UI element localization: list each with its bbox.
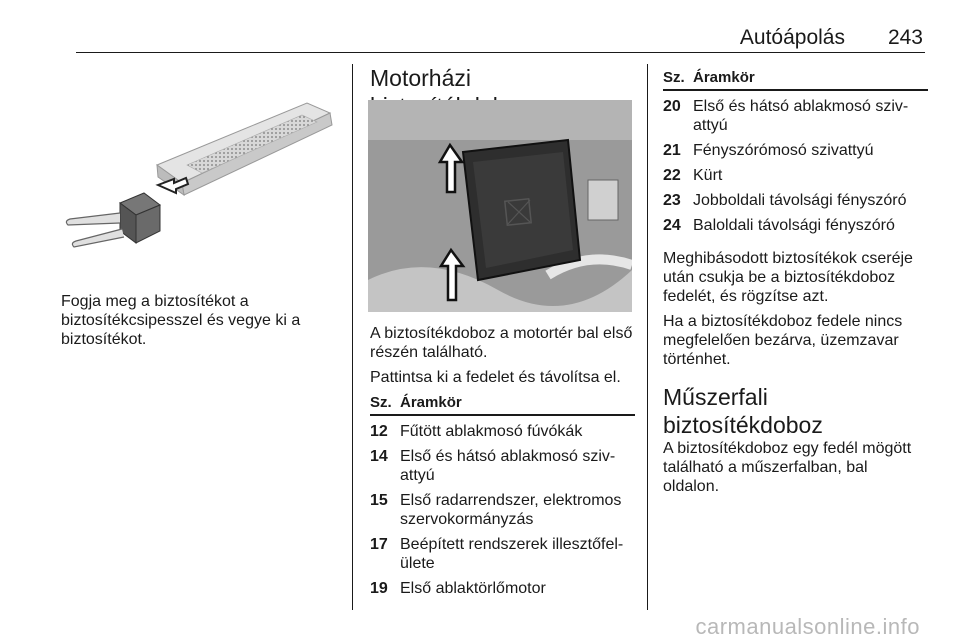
circuit-table-1 [370, 393, 635, 598]
engine-fusebox-instruction: Pattintsa ki a fedelet és távolítsa el. [370, 369, 621, 386]
table-header: Sz. Áramkör [370, 393, 635, 416]
table-row: 12 Fűtött ablakmosó fúvókák [370, 423, 583, 440]
table-row: 20 Első és hátsó ablakmosó szivattyú [663, 98, 909, 134]
left-column [61, 292, 331, 349]
table-row: 17 Beépített rendszerek illesztőfelülete [370, 536, 624, 572]
column-divider-1 [352, 64, 353, 610]
fuse-replacement-note: Meghibásodott biztosítékok cseréje után csukja be a biztosítékdoboz fedelét, és rögzítse azt. [663, 250, 913, 305]
right-column [663, 68, 928, 496]
table-row: 14 Első és hátsó ablakmosó szivattyú [370, 448, 616, 484]
table-row: 24 Baloldali távolsági fényszóró [663, 217, 895, 234]
circuit-table-2 [663, 68, 928, 235]
table-row: 22 Kürt [663, 167, 723, 184]
engine-fusebox-title: Motorházi [370, 65, 471, 91]
dashboard-fusebox-title: Műszerfali biztosítékdoboz [663, 384, 823, 438]
table-row: 15 Első radarrendszer, elektromos szervokormányzás [370, 492, 622, 528]
engine-fusebox-photo [368, 100, 632, 312]
fusebox-cover-warning: Ha a biztosítékdoboz fedele nincs megfelelően bezárva, üzemzavar történhet. [663, 313, 903, 368]
table-row: 23 Jobboldali távolsági fényszóró [663, 192, 907, 209]
watermark: carmanualsonline.info [695, 614, 920, 639]
table-row: 21 Fényszórómosó szivattyú [663, 142, 874, 159]
engine-fusebox-location: A biztosítékdoboz a motortér bal első részén található. [370, 325, 633, 361]
table-header: Sz. Áramkör [663, 68, 928, 91]
fuse-puller-caption: Fogja meg a biztosítékot a biztosítékcsipesszel és vegye ki a biztosítékot. [61, 293, 301, 348]
fuse-puller-illustration [62, 95, 337, 255]
section-title: Autóápolás [739, 26, 845, 49]
column-divider-2 [647, 64, 648, 610]
dashboard-fusebox-location: A biztosítékdoboz egy fedél mögött található a műszerfalban, bal oldalon. [663, 440, 912, 495]
middle-column-text [370, 324, 635, 598]
table-row: 19 Első ablaktörlőmotor [370, 580, 546, 597]
page-header [76, 22, 925, 53]
page-number: 243 [887, 26, 923, 49]
